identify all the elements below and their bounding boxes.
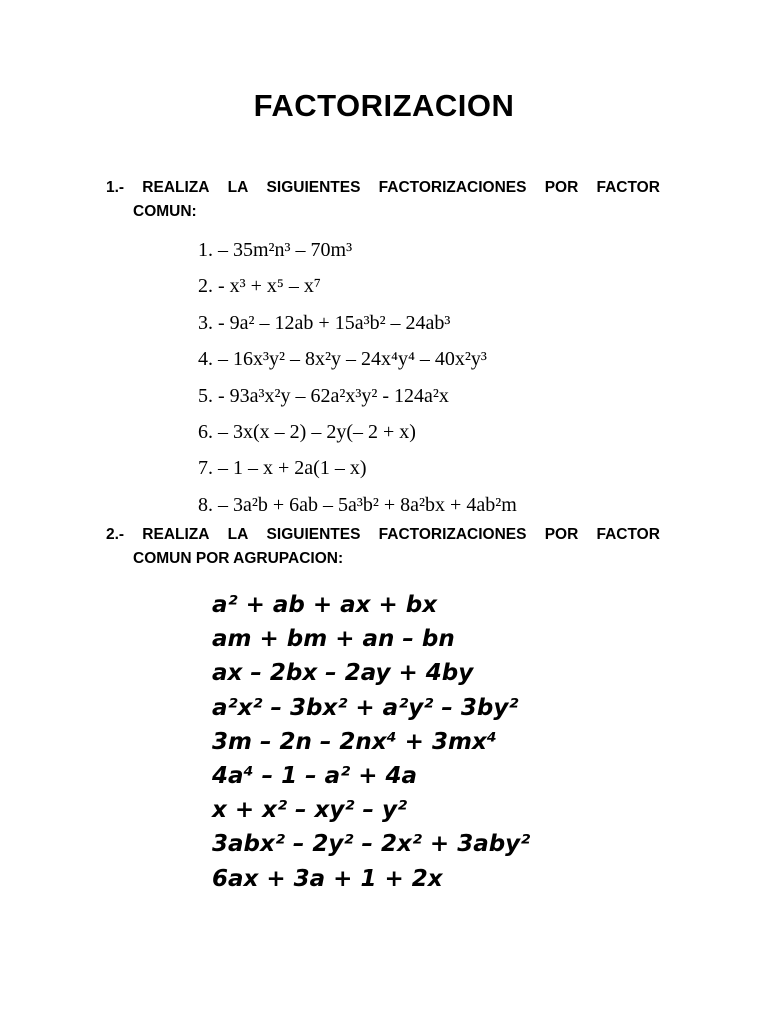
grouping-exercise-item: 3m – 2n – 2nx⁴ + 3mx⁴ — [212, 728, 497, 755]
section-1-heading-line-1 — [106, 176, 660, 200]
exercise-item: 3. - 9a² – 12ab + 15a³b² – 24ab³ — [198, 311, 451, 334]
page-title: FACTORIZACION — [253, 88, 515, 123]
heading-word: FACTOR — [596, 179, 660, 196]
grouping-exercise-item: 3abx² – 2y² – 2x² + 3aby² — [212, 831, 531, 858]
grouping-exercise-item: 4a⁴ – 1 – a² + 4a — [212, 762, 418, 789]
heading-word: REALIZA — [142, 179, 210, 196]
common-factor-exercise-list — [198, 232, 517, 523]
grouping-exercise-item: am + bm + an – bn — [212, 626, 455, 653]
heading-word: FACTOR — [596, 526, 660, 543]
grouping-exercise-item: ax – 2bx – 2ay + 4by — [212, 660, 474, 687]
heading-word: REALIZA — [142, 526, 210, 543]
grouping-exercise-item: 6ax + 3a + 1 + 2x — [212, 865, 443, 892]
section-2-heading-line-2: COMUN POR AGRUPACION: — [133, 550, 344, 567]
heading-word: SIGUIENTES — [266, 179, 361, 196]
grouping-exercise-item: x + x² – xy² – y² — [212, 797, 408, 824]
exercise-item: 4. – 16x³y² – 8x²y – 24x⁴y⁴ – 40x²y³ — [198, 348, 487, 371]
exercise-item: 2. - x³ + x⁵ – x⁷ — [198, 275, 321, 298]
exercise-item: 5. - 93a³x²y – 62a²x³y² - 124a²x — [198, 384, 449, 407]
grouping-exercise-item: a²x² – 3bx² + a²y² – 3by² — [212, 694, 519, 721]
section-2-heading — [106, 523, 660, 571]
heading-word: LA — [227, 179, 249, 196]
section-2-heading-line-1 — [106, 523, 660, 547]
heading-word: LA — [227, 526, 249, 543]
exercise-item: 8. – 3a²b + 6ab – 5a³b² + 8a²bx + 4ab²m — [198, 493, 517, 516]
exercise-item: 1. – 35m²n³ – 70m³ — [198, 239, 353, 261]
heading-word: FACTORIZACIONES — [378, 526, 527, 543]
heading-word: 1.- — [106, 179, 125, 196]
exercise-item: 7. – 1 – x + 2a(1 – x) — [198, 457, 367, 480]
heading-word: POR — [544, 526, 579, 543]
heading-word: SIGUIENTES — [266, 526, 361, 543]
heading-word: 2.- — [106, 526, 125, 543]
heading-word: POR — [544, 179, 579, 196]
section-1-heading-line-2: COMUN: — [133, 203, 197, 220]
exercise-item: 6. – 3x(x – 2) – 2y(– 2 + x) — [198, 420, 416, 443]
heading-word: FACTORIZACIONES — [378, 179, 527, 196]
section-1-heading — [106, 176, 660, 224]
grouping-exercise-item: a² + ab + ax + bx — [212, 592, 438, 618]
grouping-exercise-list — [212, 588, 568, 898]
